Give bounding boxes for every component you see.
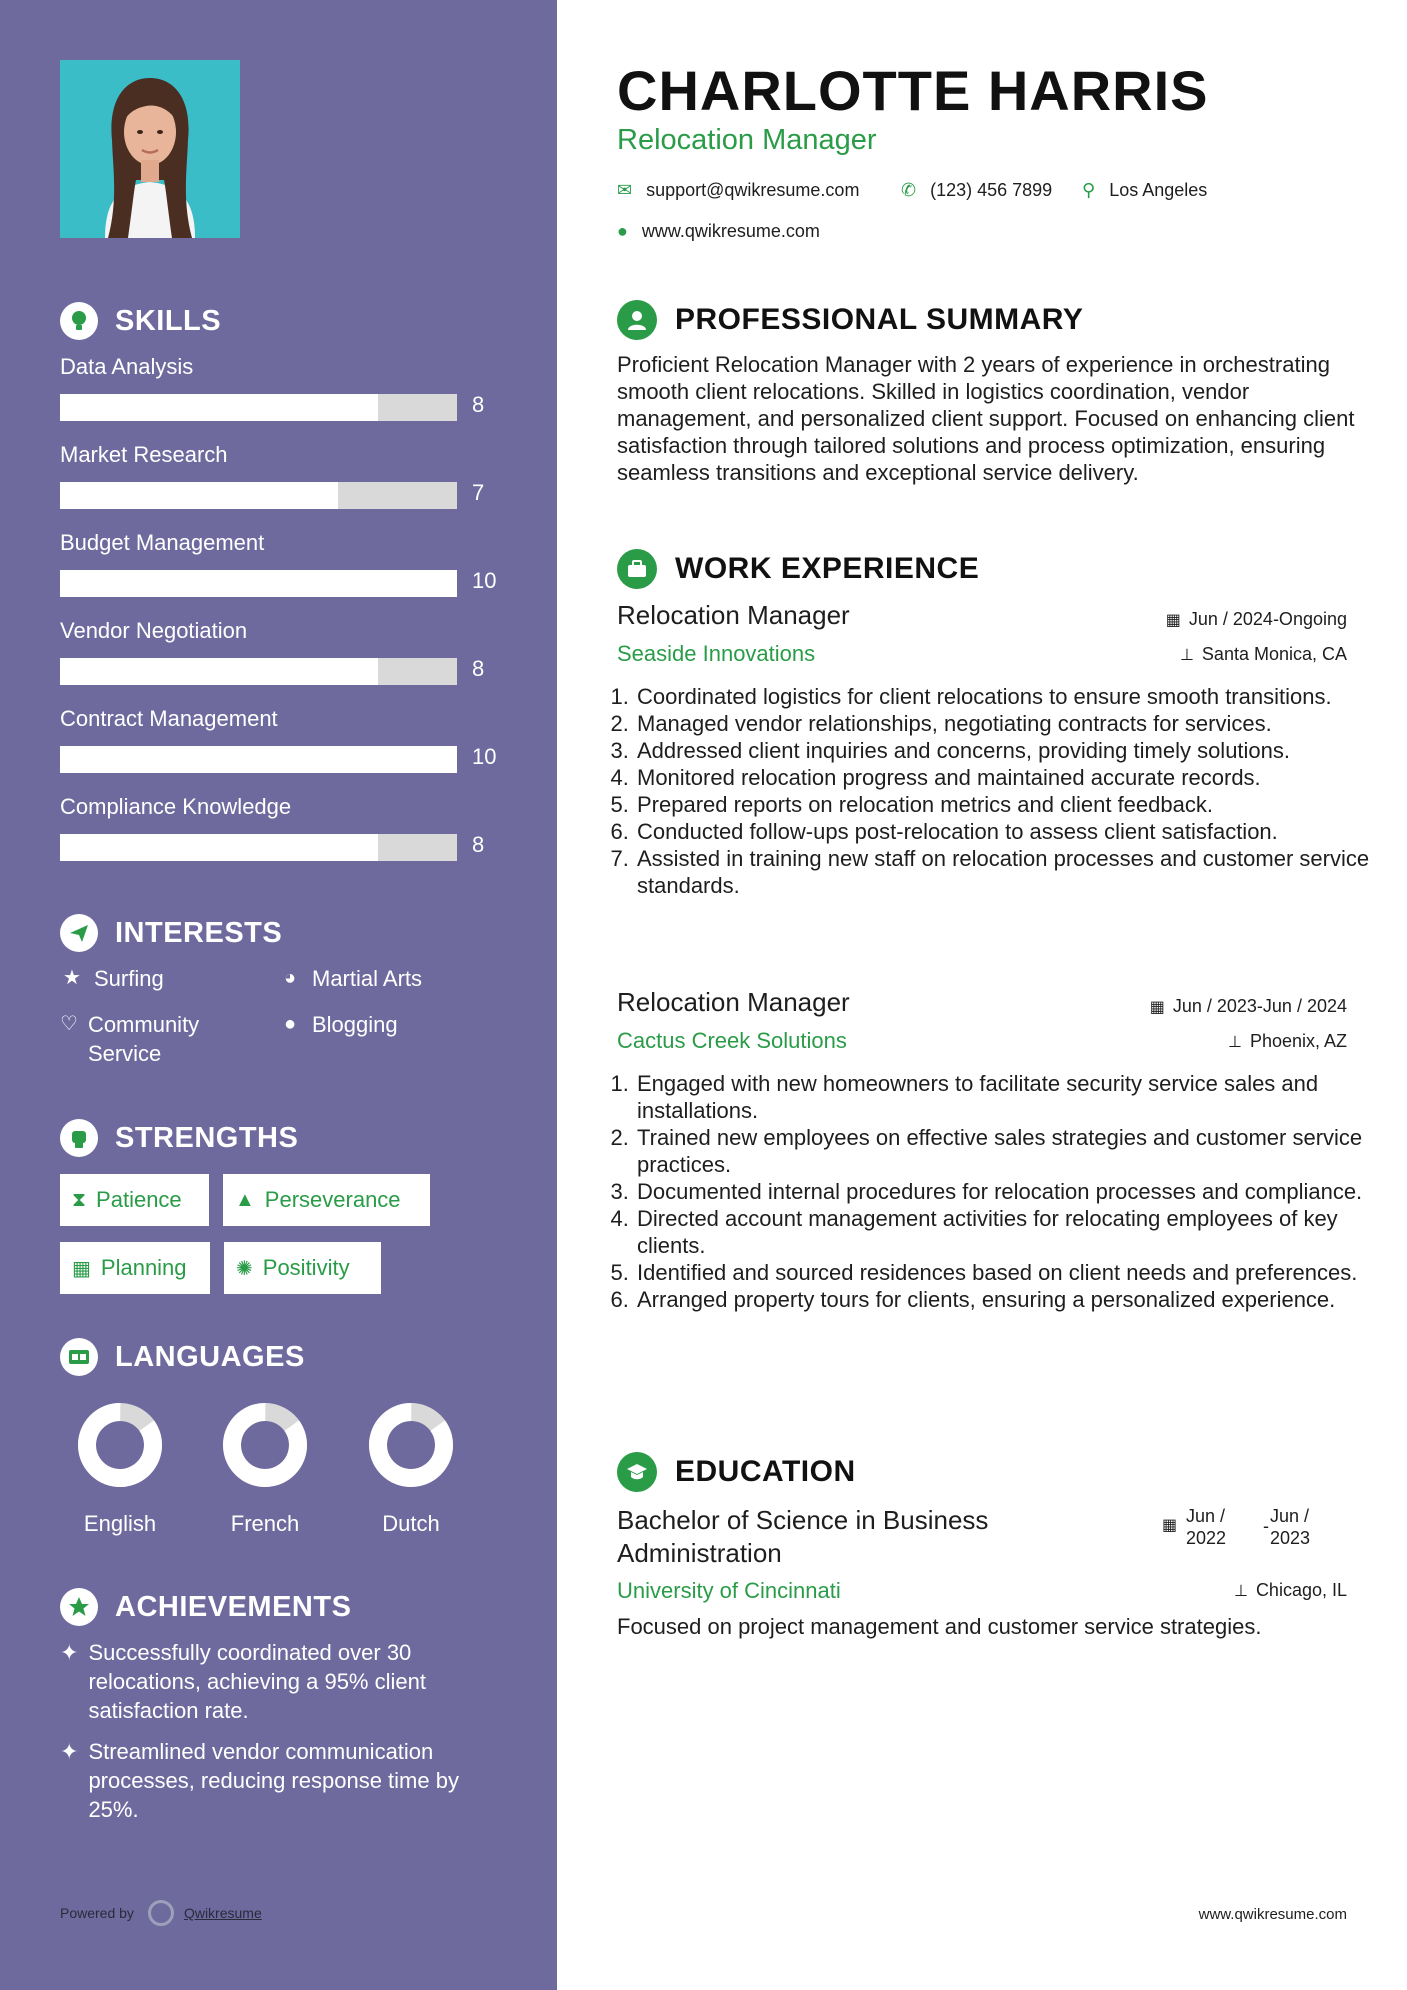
pushpin-icon: ⊥ <box>1234 1582 1248 1600</box>
achievement-item <box>60 1638 500 1725</box>
sidebar <box>0 0 557 1990</box>
skill-name: Contract Management <box>60 706 278 731</box>
skill-bar-fill <box>60 570 457 597</box>
achievement-text: Successfully coordinated over 30 relocations, achieving a 95% client satisfaction rate. <box>88 1640 426 1723</box>
job-location <box>1228 1031 1347 1052</box>
job-duties-list <box>609 683 1375 899</box>
interest-item <box>278 964 498 993</box>
strengths-title: STRENGTHS <box>115 1121 299 1154</box>
duty-item: 4. Directed account management activities for relocating employees of key clients. <box>635 1205 1375 1259</box>
duty-item: 5. Identified and sourced residences based on client needs and preferences. <box>635 1259 1375 1286</box>
skill-item <box>60 440 500 505</box>
duty-item: 5. Prepared reports on relocation metrics and client feedback. <box>635 791 1375 818</box>
shooting-star-icon: ✦ <box>60 1640 79 1665</box>
briefcase-icon <box>617 549 657 589</box>
language-name: French <box>230 1511 300 1536</box>
languages-section-title <box>60 1338 305 1376</box>
hourglass-icon: ⧗ <box>72 1188 87 1211</box>
calendar-icon: ▦ <box>1149 998 1165 1016</box>
education-degree: Bachelor of Science in Business Administration <box>617 1505 989 1568</box>
summary-title: PROFESSIONAL SUMMARY <box>675 303 1084 336</box>
language-name: Dutch <box>382 1511 440 1536</box>
strength-tag <box>224 1242 381 1294</box>
education-section-title <box>617 1452 856 1492</box>
award-star-icon <box>60 1588 98 1626</box>
location-text: Los Angeles <box>1109 180 1208 200</box>
skill-bar-fill <box>60 658 378 685</box>
lightbulb-icon <box>60 302 98 340</box>
achievements-title: ACHIEVEMENTS <box>115 1590 352 1623</box>
skill-value: 8 <box>472 656 485 681</box>
summary-section-title <box>617 300 1083 340</box>
paper-plane-icon <box>60 914 98 952</box>
skills-title: SKILLS <box>115 304 222 337</box>
education-school: University of Cincinnati <box>617 1578 841 1603</box>
strengths-section-title <box>60 1119 298 1157</box>
strength-tag <box>223 1174 430 1226</box>
group-icon: ● <box>283 1013 297 1035</box>
phone-icon: ✆ <box>901 180 917 200</box>
profile-photo-illustration <box>60 60 240 238</box>
strength-label: Patience <box>96 1187 182 1212</box>
job-location-text: Santa Monica, CA <box>1201 644 1347 664</box>
pushpin-icon: ⊥ <box>1228 1033 1242 1051</box>
duty-item: 4. Monitored relocation progress and maintained accurate records. <box>635 764 1375 791</box>
language-item <box>60 1400 180 1537</box>
skill-value: 10 <box>472 568 497 593</box>
strength-label: Perseverance <box>264 1187 401 1212</box>
user-icon <box>617 300 657 340</box>
skill-bar-track <box>60 394 457 421</box>
skill-item <box>60 528 500 593</box>
duty-item: 7. Assisted in training new staff on relocation processes and customer service standards. <box>635 845 1375 899</box>
globe-icon: ● <box>617 221 628 241</box>
language-item <box>205 1400 325 1537</box>
summary-text: Proficient Relocation Manager with 2 years of experience in orchestrating smooth client relocations. Skilled in logistics coordination, vendor management, and personalized client support. Focused on enhancing client satisfaction through tailored solutions and process optimization, ensuring seamless transitions and exceptional service delivery. <box>617 352 1355 485</box>
skill-bar-track <box>60 658 457 685</box>
envelope-icon: ✉ <box>617 180 633 200</box>
interest-label: Community Service <box>87 1012 200 1066</box>
experience-title: WORK EXPERIENCE <box>675 552 980 585</box>
star-icon: ★ <box>63 967 81 989</box>
qwikresume-logo-icon <box>148 1900 174 1926</box>
interests-title: INTERESTS <box>115 916 283 949</box>
candidate-name: CHARLOTTE HARRIS <box>617 59 1209 122</box>
skill-item <box>60 792 500 857</box>
map-pin-icon: ⚲ <box>1082 180 1096 200</box>
interests-section-title <box>60 914 282 952</box>
website-text[interactable]: www.qwikresume.com <box>641 221 820 241</box>
strength-label: Planning <box>100 1255 187 1280</box>
phone-text: (123) 456 7899 <box>930 180 1053 200</box>
language-ring-fill <box>365 1400 457 1490</box>
skill-value: 8 <box>472 832 485 857</box>
achievement-item <box>60 1737 500 1824</box>
calendar-icon: ▦ <box>1165 611 1181 629</box>
education-location <box>1234 1580 1347 1601</box>
interest-item <box>278 1010 498 1039</box>
fist-icon <box>60 1119 98 1157</box>
contact-website <box>617 221 820 242</box>
language-item <box>351 1400 471 1537</box>
duty-item: 3. Documented internal procedures for relocation processes and compliance. <box>635 1178 1375 1205</box>
footer-url[interactable]: www.qwikresume.com <box>1198 1906 1347 1923</box>
skill-item <box>60 352 500 417</box>
powered-by-text: Powered by <box>60 1905 134 1921</box>
achievements-section-title <box>60 1588 351 1626</box>
skill-bar-fill <box>60 394 378 421</box>
skill-value: 10 <box>472 744 497 769</box>
language-name: English <box>83 1511 157 1536</box>
job-dates-text: Jun / 2023-Jun / 2024 <box>1172 996 1347 1016</box>
profile-photo <box>60 60 240 238</box>
job-location <box>1180 644 1347 665</box>
duty-item: 2. Managed vendor relationships, negotiating contracts for services. <box>635 710 1375 737</box>
duty-item: 1. Engaged with new homeowners to facilitate security service sales and installations. <box>635 1070 1375 1124</box>
strength-tag <box>60 1174 209 1226</box>
language-ring-fill <box>219 1400 311 1490</box>
shooting-star-icon: ✦ <box>60 1739 79 1764</box>
graduation-icon <box>617 1452 657 1492</box>
skill-bar-fill <box>60 482 338 509</box>
skill-bar-track <box>60 746 457 773</box>
strength-label: Positivity <box>262 1255 350 1280</box>
pushpin-icon: ⊥ <box>1179 646 1194 664</box>
skill-bar-fill <box>60 834 378 861</box>
strength-tag <box>60 1242 210 1294</box>
job-company: Cactus Creek Solutions <box>617 1028 847 1053</box>
skill-bar-track <box>60 482 457 509</box>
contact-location <box>1082 180 1207 201</box>
duty-item: 3. Addressed client inquiries and concerns, providing timely solutions. <box>635 737 1375 764</box>
interest-label: Blogging <box>312 1012 398 1037</box>
duty-item: 1. Coordinated logistics for client relocations to ensure smooth transitions. <box>635 683 1375 710</box>
job-company: Seaside Innovations <box>617 641 816 666</box>
skill-name: Vendor Negotiation <box>60 618 248 643</box>
education-location-text: Chicago, IL <box>1255 1580 1347 1600</box>
education-description: Focused on project management and customer service strategies. <box>617 1614 1262 1639</box>
interest-item <box>60 964 260 993</box>
job-location-text: Phoenix, AZ <box>1249 1031 1347 1051</box>
skill-item <box>60 704 500 769</box>
education-title: EDUCATION <box>675 1455 856 1488</box>
contact-phone <box>901 180 1052 201</box>
skill-name: Compliance Knowledge <box>60 794 292 819</box>
duty-item: 6. Arranged property tours for clients, ensuring a personalized experience. <box>635 1286 1375 1313</box>
skill-name: Market Research <box>60 442 228 467</box>
interest-item <box>60 1010 230 1068</box>
skill-item <box>60 616 500 681</box>
job-dates <box>1166 609 1347 630</box>
experience-section-title <box>617 549 979 589</box>
language-ring-fill <box>74 1400 166 1490</box>
qwikresume-link[interactable]: Qwikresume <box>183 1905 262 1921</box>
contact-email <box>617 180 859 201</box>
skill-bar-track <box>60 834 457 861</box>
calendar-icon: ▦ <box>72 1257 91 1280</box>
language-ring <box>205 1400 325 1490</box>
achievement-text: Streamlined vendor communication processes, reducing response time by 25%. <box>88 1739 459 1822</box>
hand-heart-icon: ♡ <box>60 1013 78 1035</box>
email-text[interactable]: support@qwikresume.com <box>646 180 860 200</box>
skill-value: 8 <box>472 392 485 417</box>
job-dates-text: Jun / 2024-Ongoing <box>1188 609 1347 629</box>
skill-name: Budget Management <box>60 530 265 555</box>
skill-name: Data Analysis <box>60 354 194 379</box>
skill-bar-fill <box>60 746 457 773</box>
interest-label: Surfing <box>94 966 164 991</box>
languages-title: LANGUAGES <box>115 1340 305 1373</box>
skill-value: 7 <box>472 480 485 505</box>
job-title: Relocation Manager <box>617 600 850 630</box>
powered-by <box>60 1900 262 1926</box>
job-dates <box>1150 996 1347 1017</box>
skills-section-title <box>60 302 221 340</box>
job-duties-list <box>609 1070 1375 1313</box>
calendar-icon: ▦ <box>1162 1517 1178 1534</box>
candidate-role: Relocation Manager <box>617 124 877 156</box>
skill-bar-track <box>60 570 457 597</box>
job-title: Relocation Manager <box>617 987 850 1017</box>
education-start-date: Jun / 2022 <box>1186 1506 1227 1548</box>
translate-icon <box>60 1338 98 1376</box>
mountain-icon: ▲ <box>235 1188 255 1211</box>
date-separator: - <box>1263 1516 1269 1536</box>
interest-label: Martial Arts <box>312 966 423 991</box>
education-end-date: Jun / 2023 <box>1270 1506 1311 1548</box>
language-ring <box>60 1400 180 1490</box>
globe-icon: ◕ <box>283 967 297 989</box>
language-ring <box>351 1400 471 1490</box>
duty-item: 2. Trained new employees on effective sales strategies and customer service practices. <box>635 1124 1375 1178</box>
duty-item: 6. Conducted follow-ups post-relocation to assess client satisfaction. <box>635 818 1375 845</box>
sun-icon: ✺ <box>236 1257 253 1280</box>
